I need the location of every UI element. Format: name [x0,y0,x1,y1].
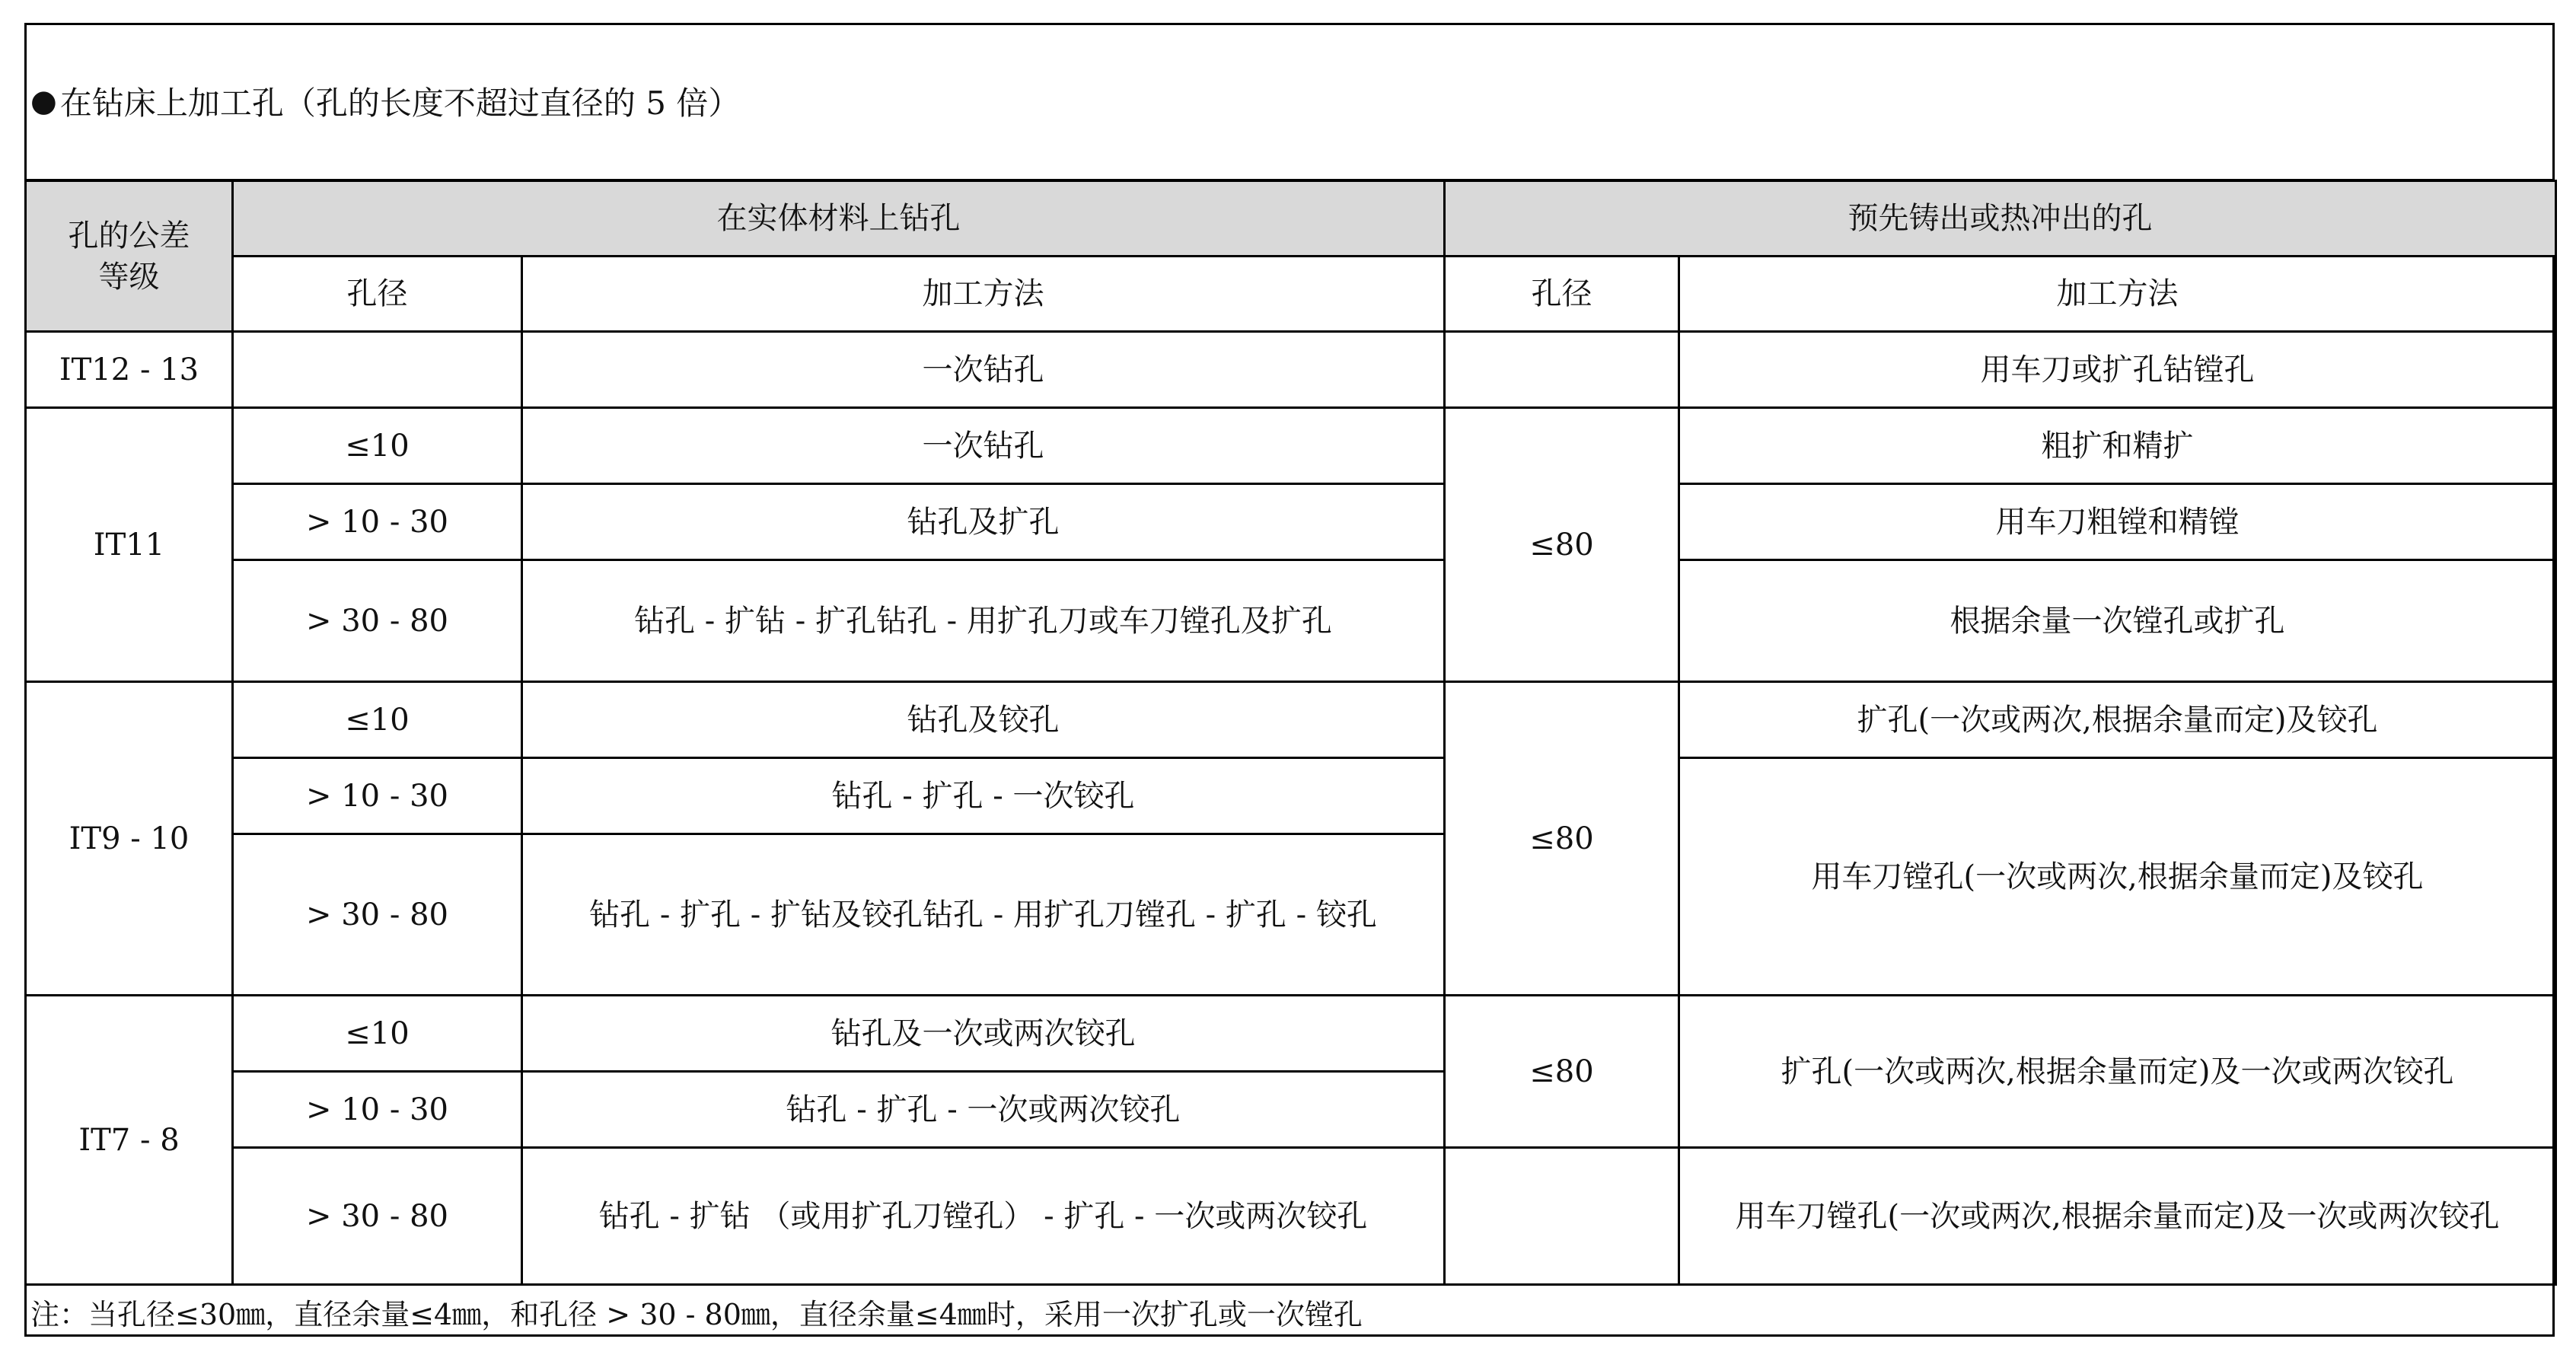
diameter-cell: > 30 - 80 [233,1148,522,1285]
precast-method-cell: 用车刀或扩孔钻镗孔 [1679,332,2556,408]
method-cell: 钻孔及铰孔 [522,682,1445,758]
method-cell: 钻孔 - 扩钻 - 扩孔钻孔 - 用扩孔刀或车刀镗孔及扩孔 [522,560,1445,682]
precast-method-cell: 用车刀镗孔(一次或两次,根据余量而定)及一次或两次铰孔 [1679,1148,2556,1285]
method-cell: 一次钻孔 [522,408,1445,484]
precast-diameter-cell: ≤80 [1445,682,1679,996]
grade-cell: IT7 - 8 [26,996,233,1285]
precast-method-cell: 用车刀粗镗和精镗 [1679,484,2556,560]
precast-method-cell: 扩孔(一次或两次,根据余量而定)及铰孔 [1679,682,2556,758]
diameter-cell: ≤10 [233,682,522,758]
solid-material-header: 在实体材料上钻孔 [233,181,1445,257]
diameter-cell: > 30 - 80 [233,560,522,682]
precast-method-cell: 用车刀镗孔(一次或两次,根据余量而定)及铰孔 [1679,758,2556,996]
precast-diameter-header: 孔径 [1445,257,1679,332]
table-row [26,560,2556,682]
table-row [26,996,2556,1072]
bullet-icon: ● [30,83,57,119]
table-row [26,1148,2556,1285]
table-note: 注：当孔径≤30㎜，直径余量≤4㎜，和孔径 > 30 - 80㎜，直径余量≤4㎜时，采用一次扩孔或一次镗孔 [30,1297,1363,1331]
diameter-cell: > 10 - 30 [233,758,522,834]
diameter-cell [233,332,522,408]
precast-hole-header: 预先铸出或热冲出的孔 [1445,181,2556,257]
diameter-cell: > 30 - 80 [233,834,522,996]
header-row-2 [26,257,2556,332]
method-cell: 钻孔 - 扩钻 （或用扩孔刀镗孔） - 扩孔 - 一次或两次铰孔 [522,1148,1445,1285]
diameter-cell: > 10 - 30 [233,1072,522,1148]
title-text: 在钻床上加工孔（孔的长度不超过直径的 5 倍） [59,84,741,122]
table-row [26,682,2556,758]
solid-diameter-header: 孔径 [233,257,522,332]
diameter-cell: ≤10 [233,996,522,1072]
precast-diameter-cell [1445,1148,1679,1285]
grade-cell: IT12 - 13 [26,332,233,408]
table-row [26,758,2556,834]
grade-cell: IT9 - 10 [26,682,233,996]
diameter-cell: ≤10 [233,408,522,484]
precast-diameter-cell [1445,332,1679,408]
precast-method-cell: 粗扩和精扩 [1679,408,2556,484]
method-cell: 一次钻孔 [522,332,1445,408]
header-row-1 [26,181,2556,257]
method-cell: 钻孔 - 扩孔 - 一次铰孔 [522,758,1445,834]
method-cell: 钻孔 - 扩孔 - 一次或两次铰孔 [522,1072,1445,1148]
solid-method-header: 加工方法 [522,257,1445,332]
method-cell: 钻孔 - 扩孔 - 扩钻及铰孔钻孔 - 用扩孔刀镗孔 - 扩孔 - 铰孔 [522,834,1445,996]
method-cell: 钻孔及扩孔 [522,484,1445,560]
machining-table [24,180,2557,1286]
diameter-cell: > 10 - 30 [233,484,522,560]
table-row [26,332,2556,408]
grade-header: 孔的公差等级 [26,181,233,332]
method-cell: 钻孔及一次或两次铰孔 [522,996,1445,1072]
grade-cell: IT11 [26,408,233,682]
precast-method-cell: 根据余量一次镗孔或扩孔 [1679,560,2556,682]
table-row [26,484,2556,560]
precast-diameter-cell: ≤80 [1445,408,1679,682]
table-row [26,408,2556,484]
precast-method-cell: 扩孔(一次或两次,根据余量而定)及一次或两次铰孔 [1679,996,2556,1148]
precast-method-header: 加工方法 [1679,257,2556,332]
precast-diameter-cell: ≤80 [1445,996,1679,1148]
table-title [24,23,2555,181]
